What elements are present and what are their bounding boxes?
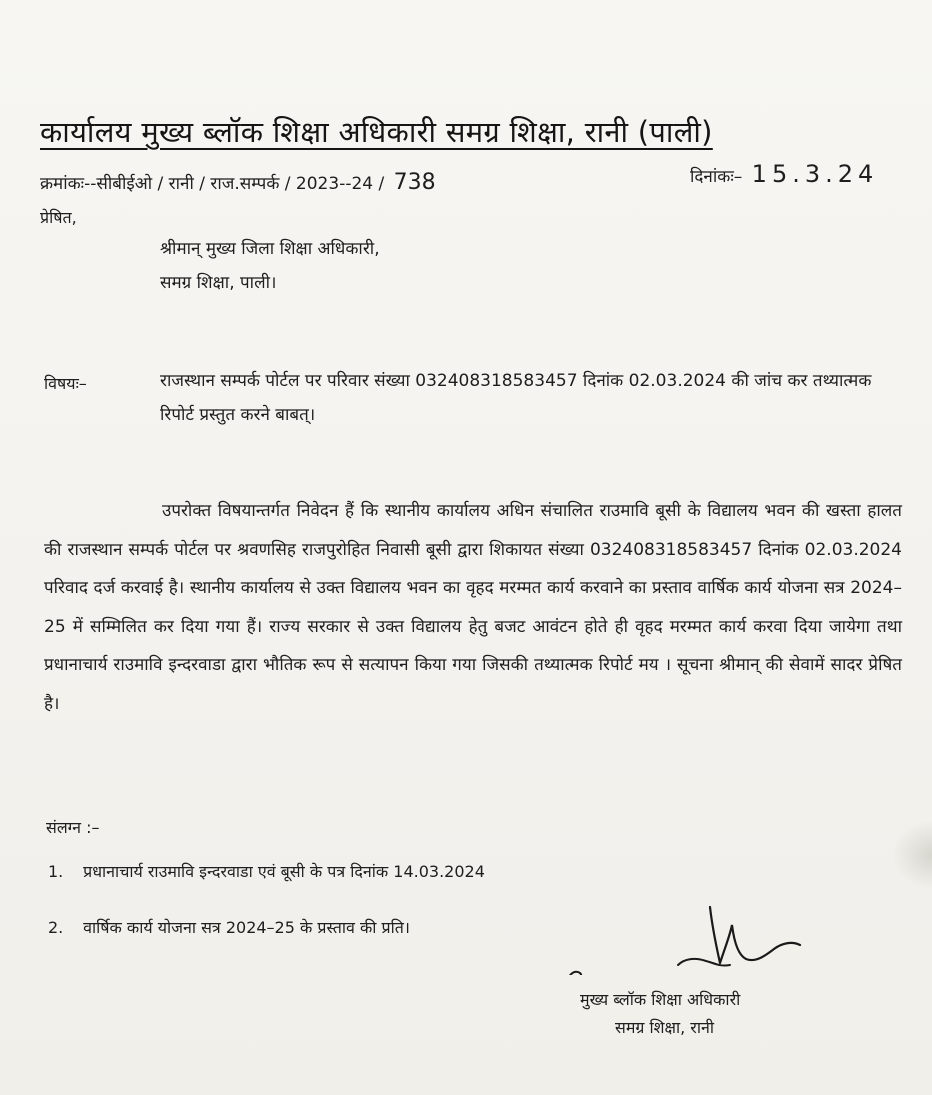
date-value: 15.3.24: [751, 160, 879, 188]
subject-text: राजस्थान सम्पर्क पोर्टल पर परिवार संख्या 032408318583457 दिनांक 02.03.2024 की जांच कर तथ्यात्मक रिपोर्ट प्रस्तुत करने बाबत्।: [160, 371, 872, 425]
reference-line: [40, 170, 436, 195]
attachment-number: 1.: [48, 862, 64, 881]
reference-label: क्रमांकः--सीबीईओ / रानी / राज.सम्पर्क / 2023--24 /: [40, 174, 385, 194]
office-heading: कार्यालय मुख्य ब्लॉक शिक्षा अधिकारी समग्र शिक्षा, रानी (पाली): [40, 115, 713, 149]
attachment-text: वार्षिक कार्य योजना सत्र 2024–25 के प्रस्ताव की प्रति।: [83, 918, 410, 937]
recipient-line-2: समग्र शिक्षा, पाली।: [160, 273, 277, 293]
attachments-label: संलग्न :–: [46, 818, 100, 837]
recipient-line-1: श्रीमान् मुख्य जिला शिक्षा अधिकारी,: [160, 239, 380, 259]
date-label: दिनांकः–: [690, 167, 743, 187]
attachment-text: प्रधानाचार्य राउमावि इन्दरवाडा एवं बूसी के पत्र दिनांक 14.03.2024: [83, 862, 485, 881]
attachment-number: 2.: [48, 918, 64, 937]
handwritten-signature: [560, 905, 820, 975]
reference-number: 738: [393, 170, 436, 195]
sent-label: प्रेषित,: [40, 208, 77, 227]
body-paragraph: उपरोक्त विषयान्तर्गत निवेदन हैं कि स्थानीय कार्यालय अधिन संचालित राउमावि बूसी के विद्यालय भवन की खस्ता हालत की राजस्थान सम्पर्क पोर्टल पर श्रवणसिह राजपुरोहित निवासी बूसी द्वारा शिकायत संख्या 032408318583457 दिनांक 02.03.2024 परिवाद दर्ज करवाई है। स्थानीय कार्यालय से उक्त विद्यालय भवन का वृहद मरम्मत कार्य करवाने का प्रस्ताव वार्षिक कार्य योजना सत्र 2024–25 में सम्मिलित कर दिया गया हैं। राज्य सरकार से उक्त विद्यालय हेतु बजट आवंटन होते ही वृहद मरम्मत कार्य करवा दिया जायेगा तथा प्रधानाचार्य राउमावि इन्दरवाडा द्वारा भौतिक रूप से सत्यापन किया गया जिसकी तथ्यात्मक रिपोर्ट मय । सूचना श्रीमान् की सेवामें सादर प्रेषित है।: [44, 501, 902, 714]
attachment-item: [48, 860, 485, 882]
signatory-title: मुख्य ब्लॉक शिक्षा अधिकारी: [580, 990, 741, 1009]
signatory-place: समग्र शिक्षा, रानी: [615, 1018, 715, 1037]
attachment-item: [48, 916, 410, 938]
paper-stain: [892, 820, 932, 890]
date-line: [690, 160, 878, 188]
subject-label: विषयः–: [44, 374, 87, 393]
